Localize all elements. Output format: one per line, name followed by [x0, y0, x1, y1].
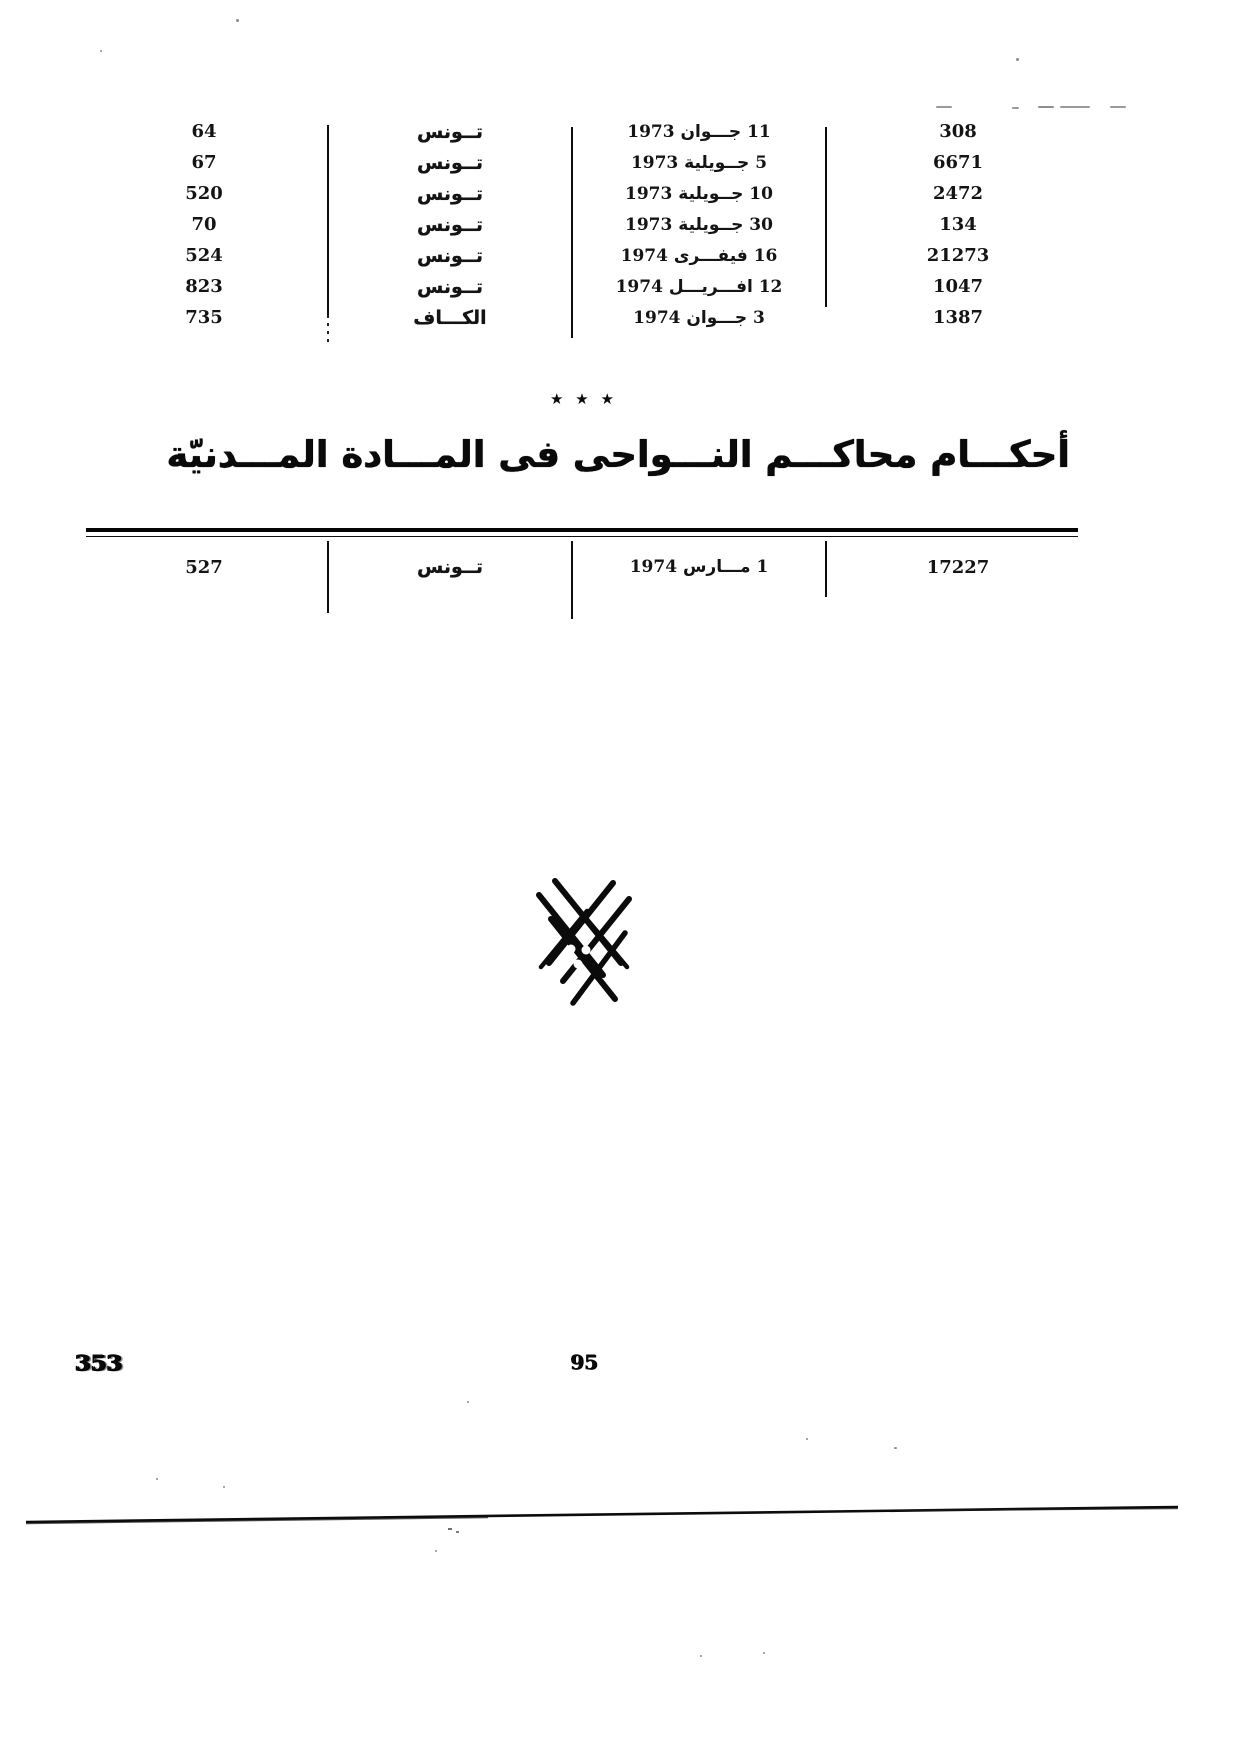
scan-dash: [1012, 107, 1019, 109]
column-divider: [327, 541, 329, 613]
scan-dash: [1038, 106, 1054, 108]
scan-speck: [700, 1655, 702, 1657]
scan-speck: [236, 19, 239, 22]
page-ref-cell: 823: [185, 276, 223, 297]
case-number-cell: 134: [939, 214, 977, 235]
scan-speck: [156, 1478, 158, 1480]
date-cell: 11 جـــوان 1973: [627, 121, 771, 142]
scan-speck: [1016, 58, 1019, 61]
column-divider: [825, 541, 827, 597]
court-cell: تــونس: [416, 151, 484, 174]
case-number-cell: 1387: [932, 307, 984, 328]
page-ref-cell: 70: [191, 214, 217, 235]
case-number-cell: 21273: [926, 245, 990, 266]
court-cell: تــونس: [416, 182, 484, 205]
column-divider: [571, 541, 573, 619]
case-number-cell: 2472: [932, 183, 984, 204]
scan-speck: [894, 1447, 897, 1449]
case-number-cell: 6671: [932, 152, 984, 173]
court-cell: تــونس: [416, 213, 484, 236]
date-cell: 10 جــويلية 1973: [625, 183, 773, 204]
scan-speck: [223, 1486, 225, 1488]
court-cell: تــونس: [416, 244, 484, 267]
folio-number: 353: [74, 1350, 122, 1375]
column-divider: [327, 255, 328, 315]
scan-dash: [1110, 106, 1126, 108]
court-cell: الكـــاف: [413, 306, 487, 329]
scan-speck: [100, 50, 102, 52]
date-cell: 12 افـــريـــل 1974: [615, 276, 783, 297]
crosshatch-ornament-icon: [527, 877, 639, 1011]
table-row: [80, 209, 1090, 240]
column-divider: [327, 315, 329, 343]
date-cell: 5 جــويلية 1973: [630, 152, 768, 173]
case-number-cell: 1047: [932, 276, 984, 297]
column-divider: [825, 127, 827, 307]
page-ref-cell: 735: [185, 307, 223, 328]
bottom-rule: [18, 1498, 1193, 1532]
scan-speck: [435, 1550, 437, 1552]
table-row: [80, 178, 1090, 209]
section-title: أحكـــام محاكـــم النـــواحى فى المـــادة المـــدنيّة: [166, 433, 1070, 476]
court-cell: تــونس: [416, 275, 484, 298]
table-row: [80, 271, 1090, 302]
double-rule: [86, 528, 1078, 537]
table-row: [80, 302, 1090, 333]
page-ref-cell: 524: [185, 245, 223, 266]
table-row: [80, 116, 1090, 147]
date-cell: 3 جـــوان 1974: [633, 307, 765, 328]
date-cell: 16 فيفـــرى 1974: [620, 245, 778, 266]
page-ref-cell: 520: [185, 183, 223, 204]
scan-speck: [806, 1438, 808, 1440]
three-stars-separator: ★ ★ ★: [550, 390, 614, 408]
date-cell: 1 مـــارس 1974: [629, 557, 769, 577]
table-row: [80, 147, 1090, 178]
page-ref-cell: 527: [185, 556, 223, 578]
scan-dash: [1060, 106, 1090, 108]
scan-speck: [763, 1652, 765, 1654]
table-row: [80, 240, 1090, 271]
court-cell: تــونس: [416, 556, 484, 578]
column-divider: [571, 127, 573, 338]
column-divider: [327, 125, 329, 255]
case-number-cell: 17227: [926, 556, 990, 578]
page-number: 95: [570, 1350, 598, 1374]
table-row: [80, 551, 1090, 583]
case-number-cell: 308: [939, 121, 977, 142]
date-cell: 30 جــويلية 1973: [625, 214, 773, 235]
scan-dash: [936, 106, 952, 108]
court-cell: تــونس: [416, 120, 484, 143]
page-ref-cell: 67: [191, 152, 217, 173]
scan-speck: [467, 1401, 469, 1403]
page-ref-cell: 64: [191, 121, 217, 142]
